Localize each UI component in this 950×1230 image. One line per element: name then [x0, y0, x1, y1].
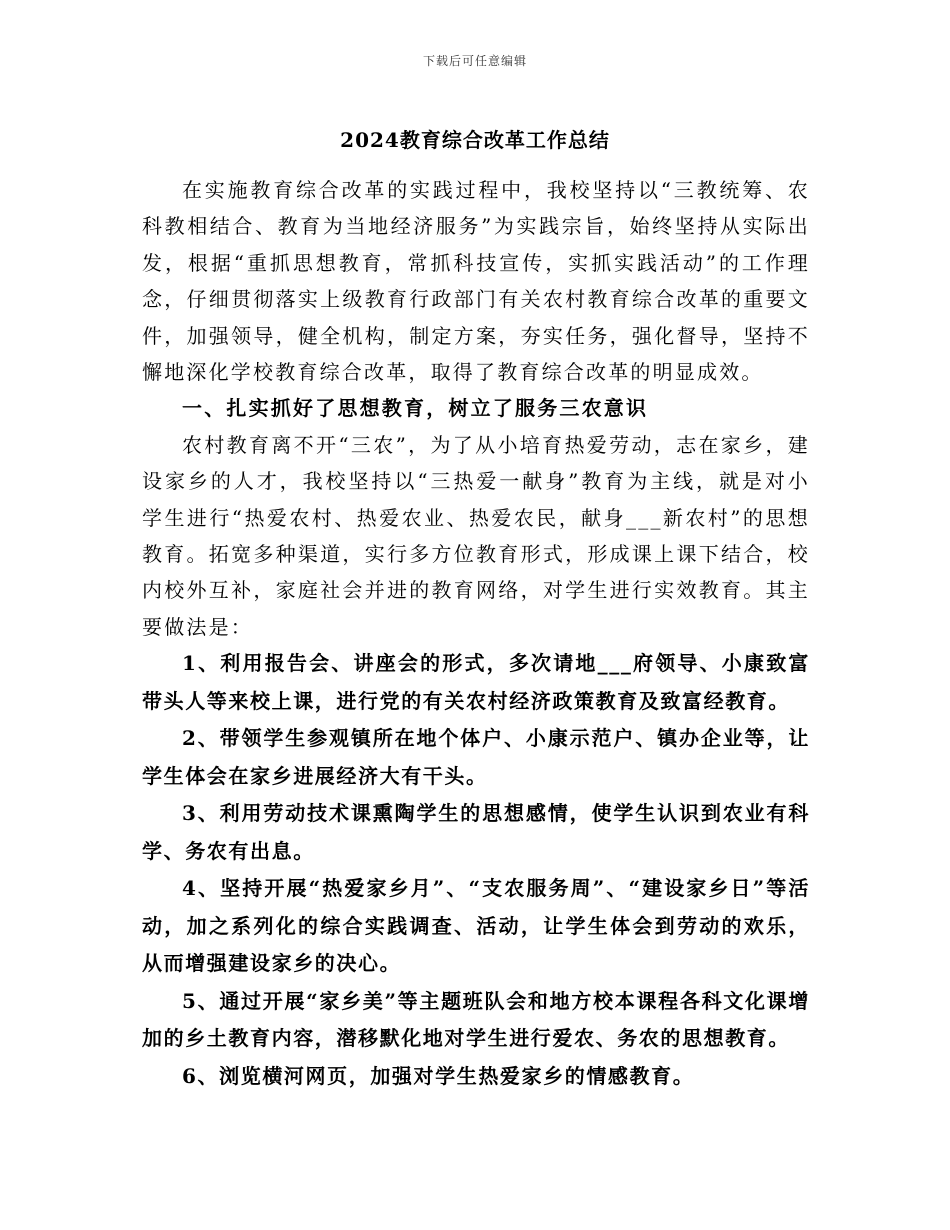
header-note: 下载后可任意编辑: [422, 54, 527, 68]
section-heading-1: 一、扎实抓好了思想教育，树立了服务三农意识: [182, 396, 649, 421]
list-item: 4、坚持开展“热爱家乡月”、“支农服务周”、“建设家乡日”等活动，加之系列化的综合实践调查、活动，让学生体会到劳动的欢乐，从而增强建设家乡的决心。: [142, 876, 810, 976]
list-item: 5、通过开展“家乡美”等主题班队会和地方校本课程各科文化课增加的乡土教育内容，潜移默化地对学生进行爱农、务农的思想教育。: [142, 988, 810, 1051]
list-item: 3、利用劳动技术课熏陶学生的思想感情，使学生认识到农业有科学、务农有出息。: [142, 801, 810, 863]
document-body: [142, 172, 810, 1095]
section-paragraph-1: 农村教育离不开“三农”，为了从小培育热爱劳动，志在家乡，建设家乡的人才，我校坚持以“三热爱一献身”教育为主线，就是对小学生进行“热爱农村、热爱农业、热爱农民，献身___新农村”的思想教育。拓宽多种渠道，实行多方位教育形式，形成课上课下结合，校内校外互补，家庭社会并进的教育网络，对学生进行实效教育。其主要做法是：: [142, 432, 810, 639]
intro-paragraph: 在实施教育综合改革的实践过程中，我校坚持以“三教统筹、农科教相结合、教育为当地经济服务”为实践宗旨，始终坚持从实际出发，根据“重抓思想教育，常抓科技宣传，实抓实践活动”的工作理念，仔细贯彻落实上级教育行政部门有关农村教育综合改革的重要文件，加强领导，健全机构，制定方案，夯实任务，强化督导，坚持不懈地深化学校教育综合改革，取得了教育综合改革的明显成效。: [142, 178, 810, 385]
list-item: 6、浏览横河网页，加强对学生热爱家乡的情感教育。: [182, 1063, 695, 1088]
list-item: 1、利用报告会、讲座会的形式，多次请地___府领导、小康致富带头人等来校上课，进行党的有关农村经济政策教育及致富经教育。: [142, 651, 810, 713]
list-item: 2、带领学生参观镇所在地个体户、小康示范户、镇办企业等，让学生体会在家乡进展经济大有干头。: [142, 726, 810, 788]
document-title: 2024教育综合改革工作总结: [340, 128, 610, 152]
